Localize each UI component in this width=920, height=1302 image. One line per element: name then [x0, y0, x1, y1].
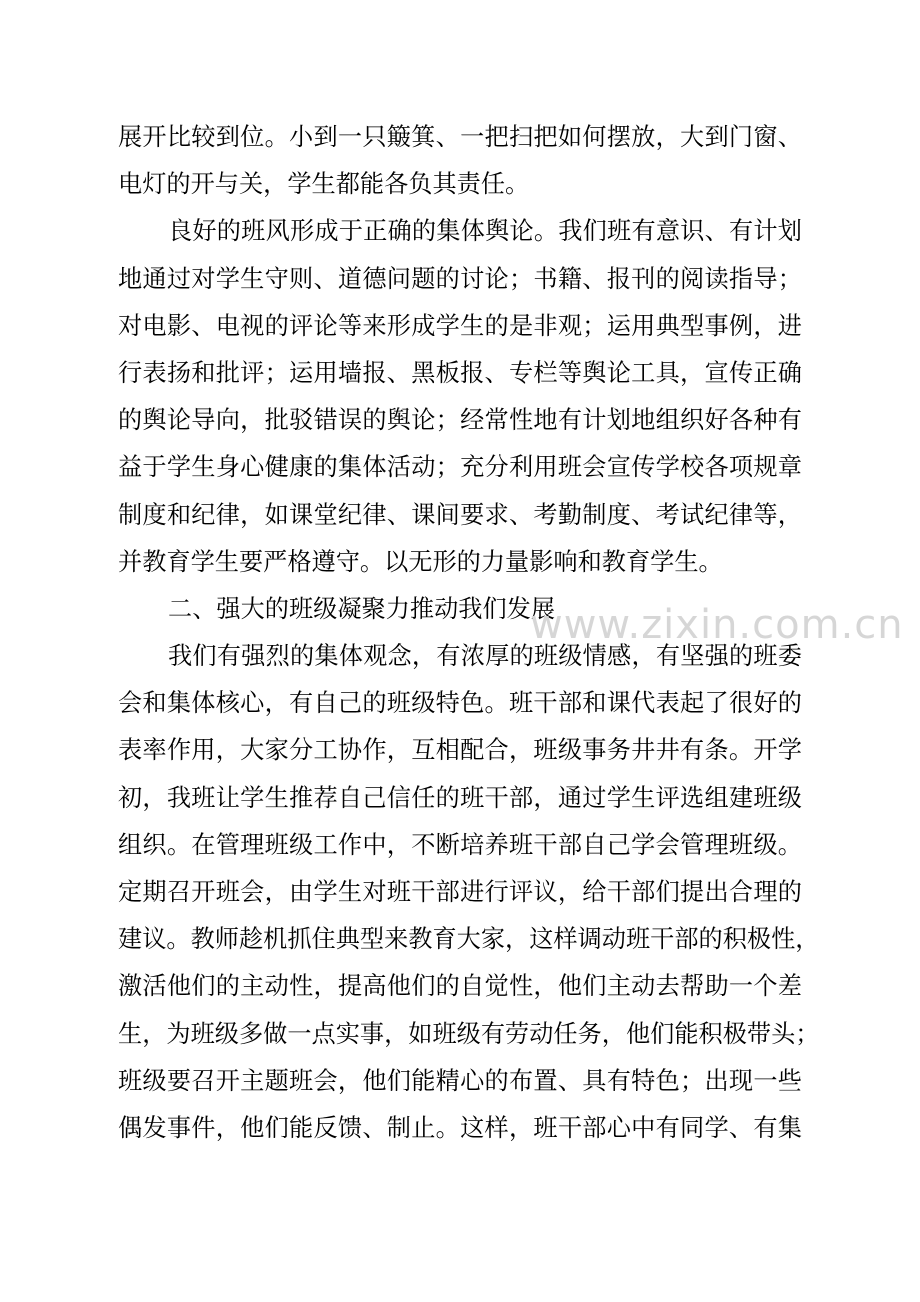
body-text — [118, 114, 820, 1152]
text-line: 定期召开班会，由学生对班干部进行评议，给干部们提出合理的 — [118, 878, 802, 906]
text-line: 生，为班级多做一点实事，如班级有劳动任务，他们能积极带头； — [118, 1019, 820, 1048]
text-line: 组织。在管理班级工作中，不断培养班干部自己学会管理班级。 — [118, 830, 802, 859]
text-line: 会和集体核心，有自己的班级特色。班干部和课代表起了很好的 — [118, 689, 802, 718]
text-line: 班级要召开主题班会，他们能精心的布置、具有特色；出现一些 — [118, 1066, 802, 1095]
text-line: 激活他们的主动性，提高他们的自觉性，他们主动去帮助一个差 — [118, 972, 802, 1001]
text-line: 建议。教师趁机抓住典型来教育大家，这样调动班干部的积极性， — [118, 925, 820, 954]
text-line: 偶发事件，他们能反馈、制止。这样，班干部心中有同学、有集 — [118, 1113, 802, 1142]
text-line: 并教育学生要严格遵守。以无形的力量影响和教育学生。 — [118, 547, 723, 576]
text-line: 我们有强烈的集体观念，有浓厚的班级情感，有坚强的班委 — [168, 642, 802, 671]
text-line: 展开比较到位。小到一只簸箕、一把扫把如何摆放，大到门窗、 — [118, 123, 802, 151]
watermark: www.zixin.com.cn — [530, 602, 904, 648]
text-line: 的舆论导向，批驳错误的舆论；经常性地有计划地组织好各种有 — [118, 406, 802, 435]
text-line: 制度和纪律，如课堂纪律、课间要求、考勤制度、考试纪律等， — [118, 500, 802, 529]
section-heading: 二、强大的班级凝聚力推动我们发展 — [168, 594, 556, 623]
text-line: 益于学生身心健康的集体活动；充分利用班会宣传学校各项规章 — [118, 453, 802, 482]
text-line: 对电影、电视的评论等来形成学生的是非观；运用典型事例，进 — [118, 311, 802, 340]
text-line: 良好的班风形成于正确的集体舆论。我们班有意识、有计划 — [168, 217, 802, 246]
text-line: 表率作用，大家分工协作，互相配合，班级事务井井有条。开学 — [118, 736, 802, 765]
text-line: 行表扬和批评；运用墙报、黑板报、专栏等舆论工具，宣传正确 — [118, 358, 802, 387]
text-line: 初，我班让学生推荐自己信任的班干部，通过学生评选组建班级 — [118, 783, 802, 812]
text-line: 地通过对学生守则、道德问题的讨论；书籍、报刊的阅读指导； — [118, 264, 802, 293]
text-line: 电灯的开与关，学生都能各负其责任。 — [118, 170, 530, 199]
